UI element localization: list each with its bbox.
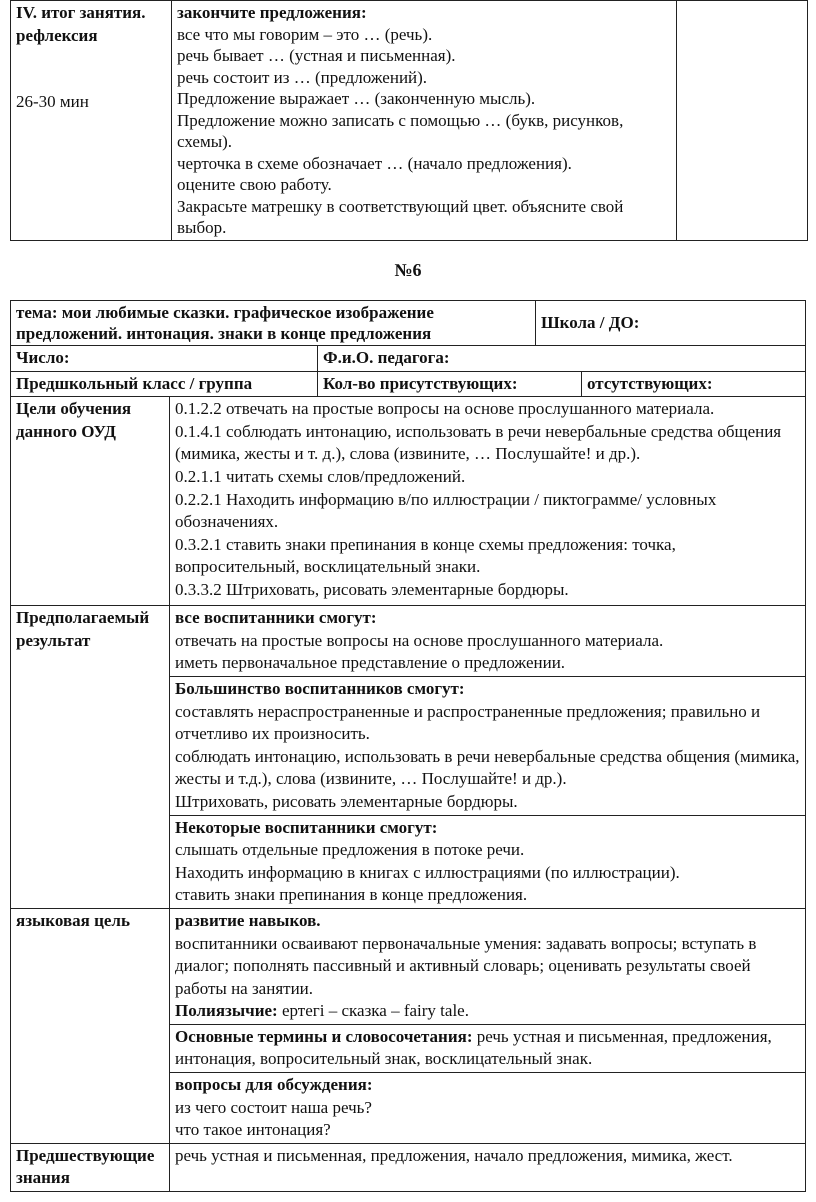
document-number: №6: [394, 260, 422, 280]
questions-cell: [170, 1073, 806, 1144]
goal-item: 0.2.1.1 читать схемы слов/предложений.: [175, 466, 466, 486]
reflection-table: [10, 0, 808, 241]
poly-text: ертегі – сказка – fairy tale.: [277, 1001, 469, 1021]
goals-cell: [170, 397, 806, 606]
reflection-line: оцените свою работу.: [177, 175, 332, 194]
reflection-line: Предложение можно записать с помощью … (букв, рисунков, схемы).: [177, 110, 624, 151]
class-cell: [11, 371, 318, 397]
reflection-content: [172, 1, 677, 241]
lang-label: языковая цель: [16, 910, 130, 930]
result-some-cell: [170, 815, 806, 908]
prior-label-cell: [11, 1143, 170, 1191]
result-item: отвечать на простые вопросы на основе прослушанного материала.: [175, 630, 664, 650]
reflection-line: речь бывает … (устная и письменная).: [177, 46, 456, 65]
result-all-heading: все воспитанники смогут:: [175, 608, 377, 628]
result-item: соблюдать интонацию, использовать в речи невербальные средства общения (мимика, жесты и т.д.), слова (извините, … Послушайте! и др.).: [175, 746, 800, 789]
terms-label: Основные термины и словосочетания:: [175, 1026, 473, 1046]
teacher-label: Ф.и.О. педагога:: [323, 348, 450, 367]
lang-label-cell: [11, 908, 170, 1143]
questions-heading: вопросы для обсуждения:: [175, 1075, 373, 1095]
absent-label: отсутствующих:: [587, 373, 713, 393]
result-all-cell: [170, 606, 806, 677]
class-label: Предшкольный класс / группа: [16, 373, 253, 393]
present-cell: [318, 371, 582, 397]
reflection-heading: закончите предложения:: [177, 3, 367, 22]
question-item: что такое интонация?: [175, 1120, 331, 1140]
goal-item: 0.2.2.1 Находить информацию в/по иллюстрации / пиктограмме/ условных обозначениях.: [175, 489, 717, 532]
absent-cell: [582, 371, 806, 397]
result-label-cell: [11, 606, 170, 909]
result-most-heading: Большинство воспитанников смогут:: [175, 678, 465, 698]
school-label: Школа / ДО:: [541, 312, 640, 332]
result-item: Штриховать, рисовать элементарные бордюры.: [175, 791, 518, 811]
reflection-line: Предложение выражает … (законченную мысль).: [177, 89, 536, 108]
goal-item: 0.3.2.1 ставить знаки препинания в конце схемы предложения: точка, вопросительный, восклицательный знаки.: [175, 534, 676, 577]
poly-label: Полиязычие:: [175, 1001, 278, 1021]
prior-text: речь устная и письменная, предложения, начало предложения, мимика, жест.: [175, 1145, 733, 1165]
topic-cell: [11, 301, 536, 346]
reflection-line: черточка в схеме обозначает … (начало предложения).: [177, 153, 572, 173]
result-item: составлять нераспространенные и распространенные предложения; правильно и отчетливо их произносить.: [175, 701, 761, 744]
result-item: ставить знаки препинания в конце предложения.: [175, 885, 528, 905]
prior-label: Предшествующие знания: [16, 1145, 155, 1188]
present-label: Кол-во присутствующих:: [323, 373, 518, 393]
polylingual-line: [175, 1000, 800, 1023]
result-some-heading: Некоторые воспитанники смогут:: [175, 817, 438, 837]
school-cell: [536, 301, 806, 346]
reflection-line: Закрасьте матрешку в соответствующий цвет. объясните свой выбор.: [177, 196, 624, 237]
empty-cell: [677, 1, 808, 241]
reflection-line: речь состоит из … (предложений).: [177, 67, 428, 87]
terms-text: речь устная и письменная, предложения, интонация, вопросительный знак, восклицательный знак.: [175, 1026, 772, 1069]
stage-time: 26-30 мин: [16, 92, 89, 112]
result-label: Предполагаемый результат: [16, 608, 150, 650]
question-item: из чего состоит наша речь?: [175, 1097, 372, 1117]
topic-text: тема: мои любимые сказки. графическое изображение предложений. интонация. знаки в конце предложения: [16, 303, 434, 343]
skills-text: воспитанники осваивают первоначальные умения: задавать вопросы; вступать в диалог; пополнять пассивный и активный словарь; оценивать результаты своей работы на занятии.: [175, 933, 757, 998]
goal-item: 0.1.2.2 отвечать на простые вопросы на основе прослушанного материала.: [175, 399, 715, 419]
result-item: иметь первоначальное представление о предложении.: [175, 653, 566, 673]
teacher-cell: [318, 346, 806, 372]
result-item: слышать отдельные предложения в потоке речи.: [175, 840, 525, 860]
date-cell: [11, 346, 318, 372]
goals-label: Цели обучения данного ОУД: [16, 399, 132, 441]
reflection-line: все что мы говорим – это … (речь).: [177, 24, 433, 44]
result-item: Находить информацию в книгах с иллюстрациями (по иллюстрации).: [175, 862, 680, 882]
terms-cell: [170, 1024, 806, 1072]
lesson-plan-table: [10, 300, 806, 1192]
stage-title: IV. итог занятия. рефлексия: [16, 3, 146, 45]
result-most-cell: [170, 676, 806, 815]
skills-heading: развитие навыков.: [175, 910, 321, 930]
prior-cell: [170, 1143, 806, 1191]
goal-item: 0.1.4.1 соблюдать интонацию, использовать в речи невербальные средства общения (мимика, жесты и т. д.), слова (извините, … Послушайте! и др.).: [175, 421, 782, 464]
goals-label-cell: [11, 397, 170, 606]
skills-cell: [170, 908, 806, 1024]
stage-cell: [11, 1, 172, 241]
goal-item: 0.3.3.2 Штриховать, рисовать элементарные бордюры.: [175, 579, 569, 599]
date-label: Число:: [16, 348, 70, 367]
